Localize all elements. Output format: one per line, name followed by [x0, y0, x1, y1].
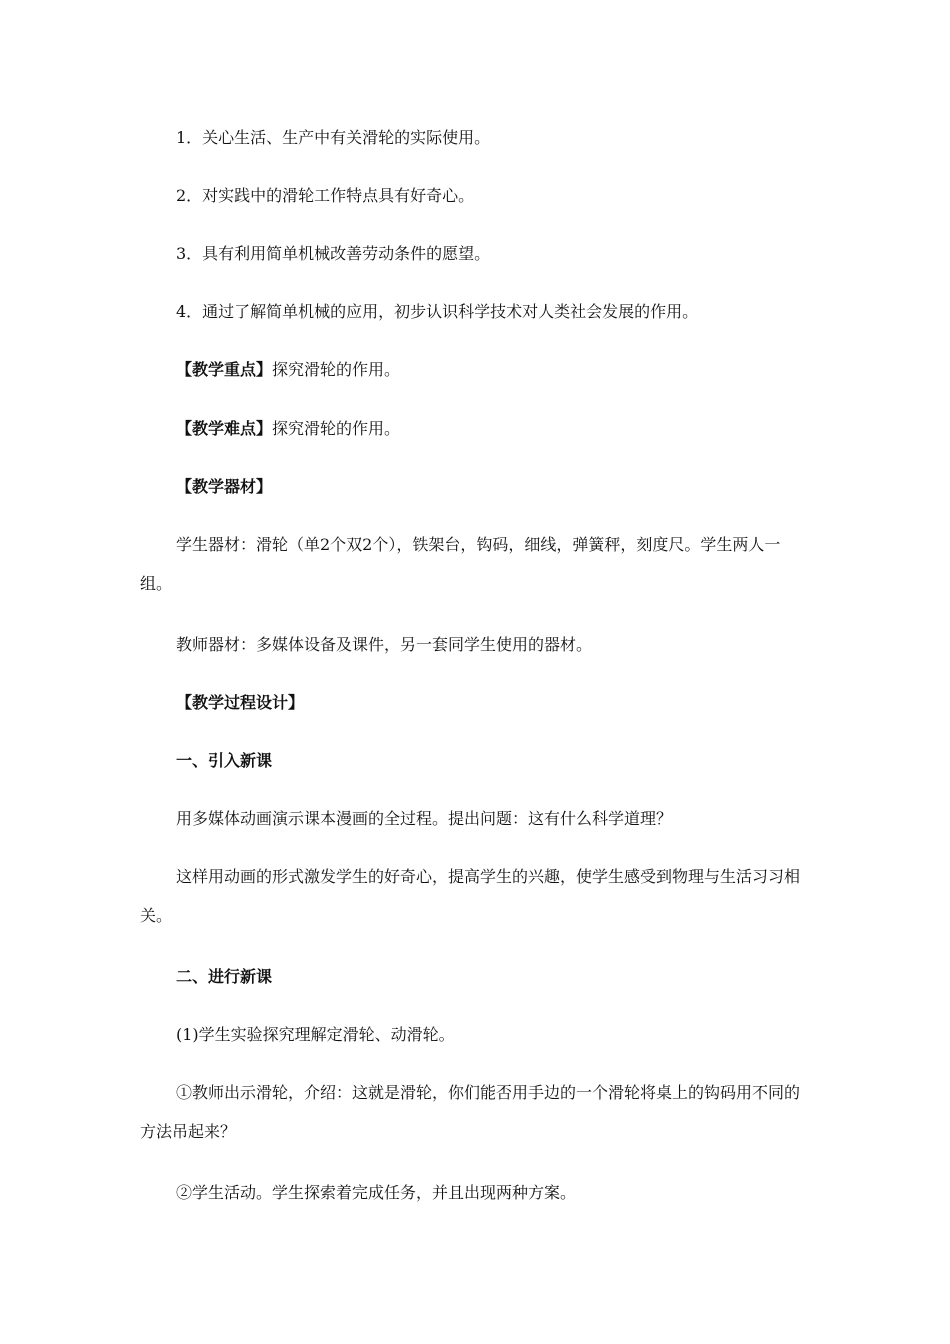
difficulty-text: 探究滑轮的作用。	[272, 419, 401, 438]
section1-paragraph-2: 这样用动画的形式激发学生的好奇心，提高学生的兴趣，使学生感受到物理与生活习习相关。	[140, 867, 801, 925]
difficulty-line	[176, 419, 400, 439]
goal-item-2: 2．对实践中的滑轮工作特点具有好奇心。	[176, 186, 475, 205]
section1-title: 一、引入新课	[176, 751, 273, 770]
student-equipment-paragraph: 学生器材：滑轮（单2个双2个），铁架台，钩码，细线，弹簧秤，刻度尺。学生两人一组。	[140, 535, 781, 593]
section1-paragraph-1: 用多媒体动画演示课本漫画的全过程。提出问题：这有什么科学道理？	[176, 809, 673, 828]
teacher-equipment-paragraph: 教师器材：多媒体设备及课件，另一套同学生使用的器材。	[176, 635, 593, 654]
goal-item-1: 1．关心生活、生产中有关滑轮的实际使用。	[176, 128, 491, 147]
section2-paragraph-3: ②学生活动。学生探索着完成任务，并且出现两种方案。	[176, 1183, 577, 1202]
section2-title: 二、进行新课	[176, 967, 273, 986]
section2-paragraph-2: ①教师出示滑轮，介绍：这就是滑轮，你们能否用手边的一个滑轮将桌上的钩码用不同的方法吊起来？	[140, 1083, 801, 1141]
goal-item-3: 3．具有利用简单机械改善劳动条件的愿望。	[176, 244, 491, 263]
section2-paragraph-1: (1)学生实验探究理解定滑轮、动滑轮。	[176, 1025, 455, 1044]
key-point-label: 【教学重点】	[176, 360, 273, 379]
key-point-text: 探究滑轮的作用。	[272, 360, 401, 379]
difficulty-label: 【教学难点】	[176, 419, 273, 438]
goal-item-4: 4．通过了解简单机械的应用，初步认识科学技术对人类社会发展的作用。	[176, 302, 699, 321]
process-heading: 【教学过程设计】	[176, 693, 305, 712]
equipment-heading: 【教学器材】	[176, 477, 273, 496]
key-point-line	[176, 360, 400, 380]
